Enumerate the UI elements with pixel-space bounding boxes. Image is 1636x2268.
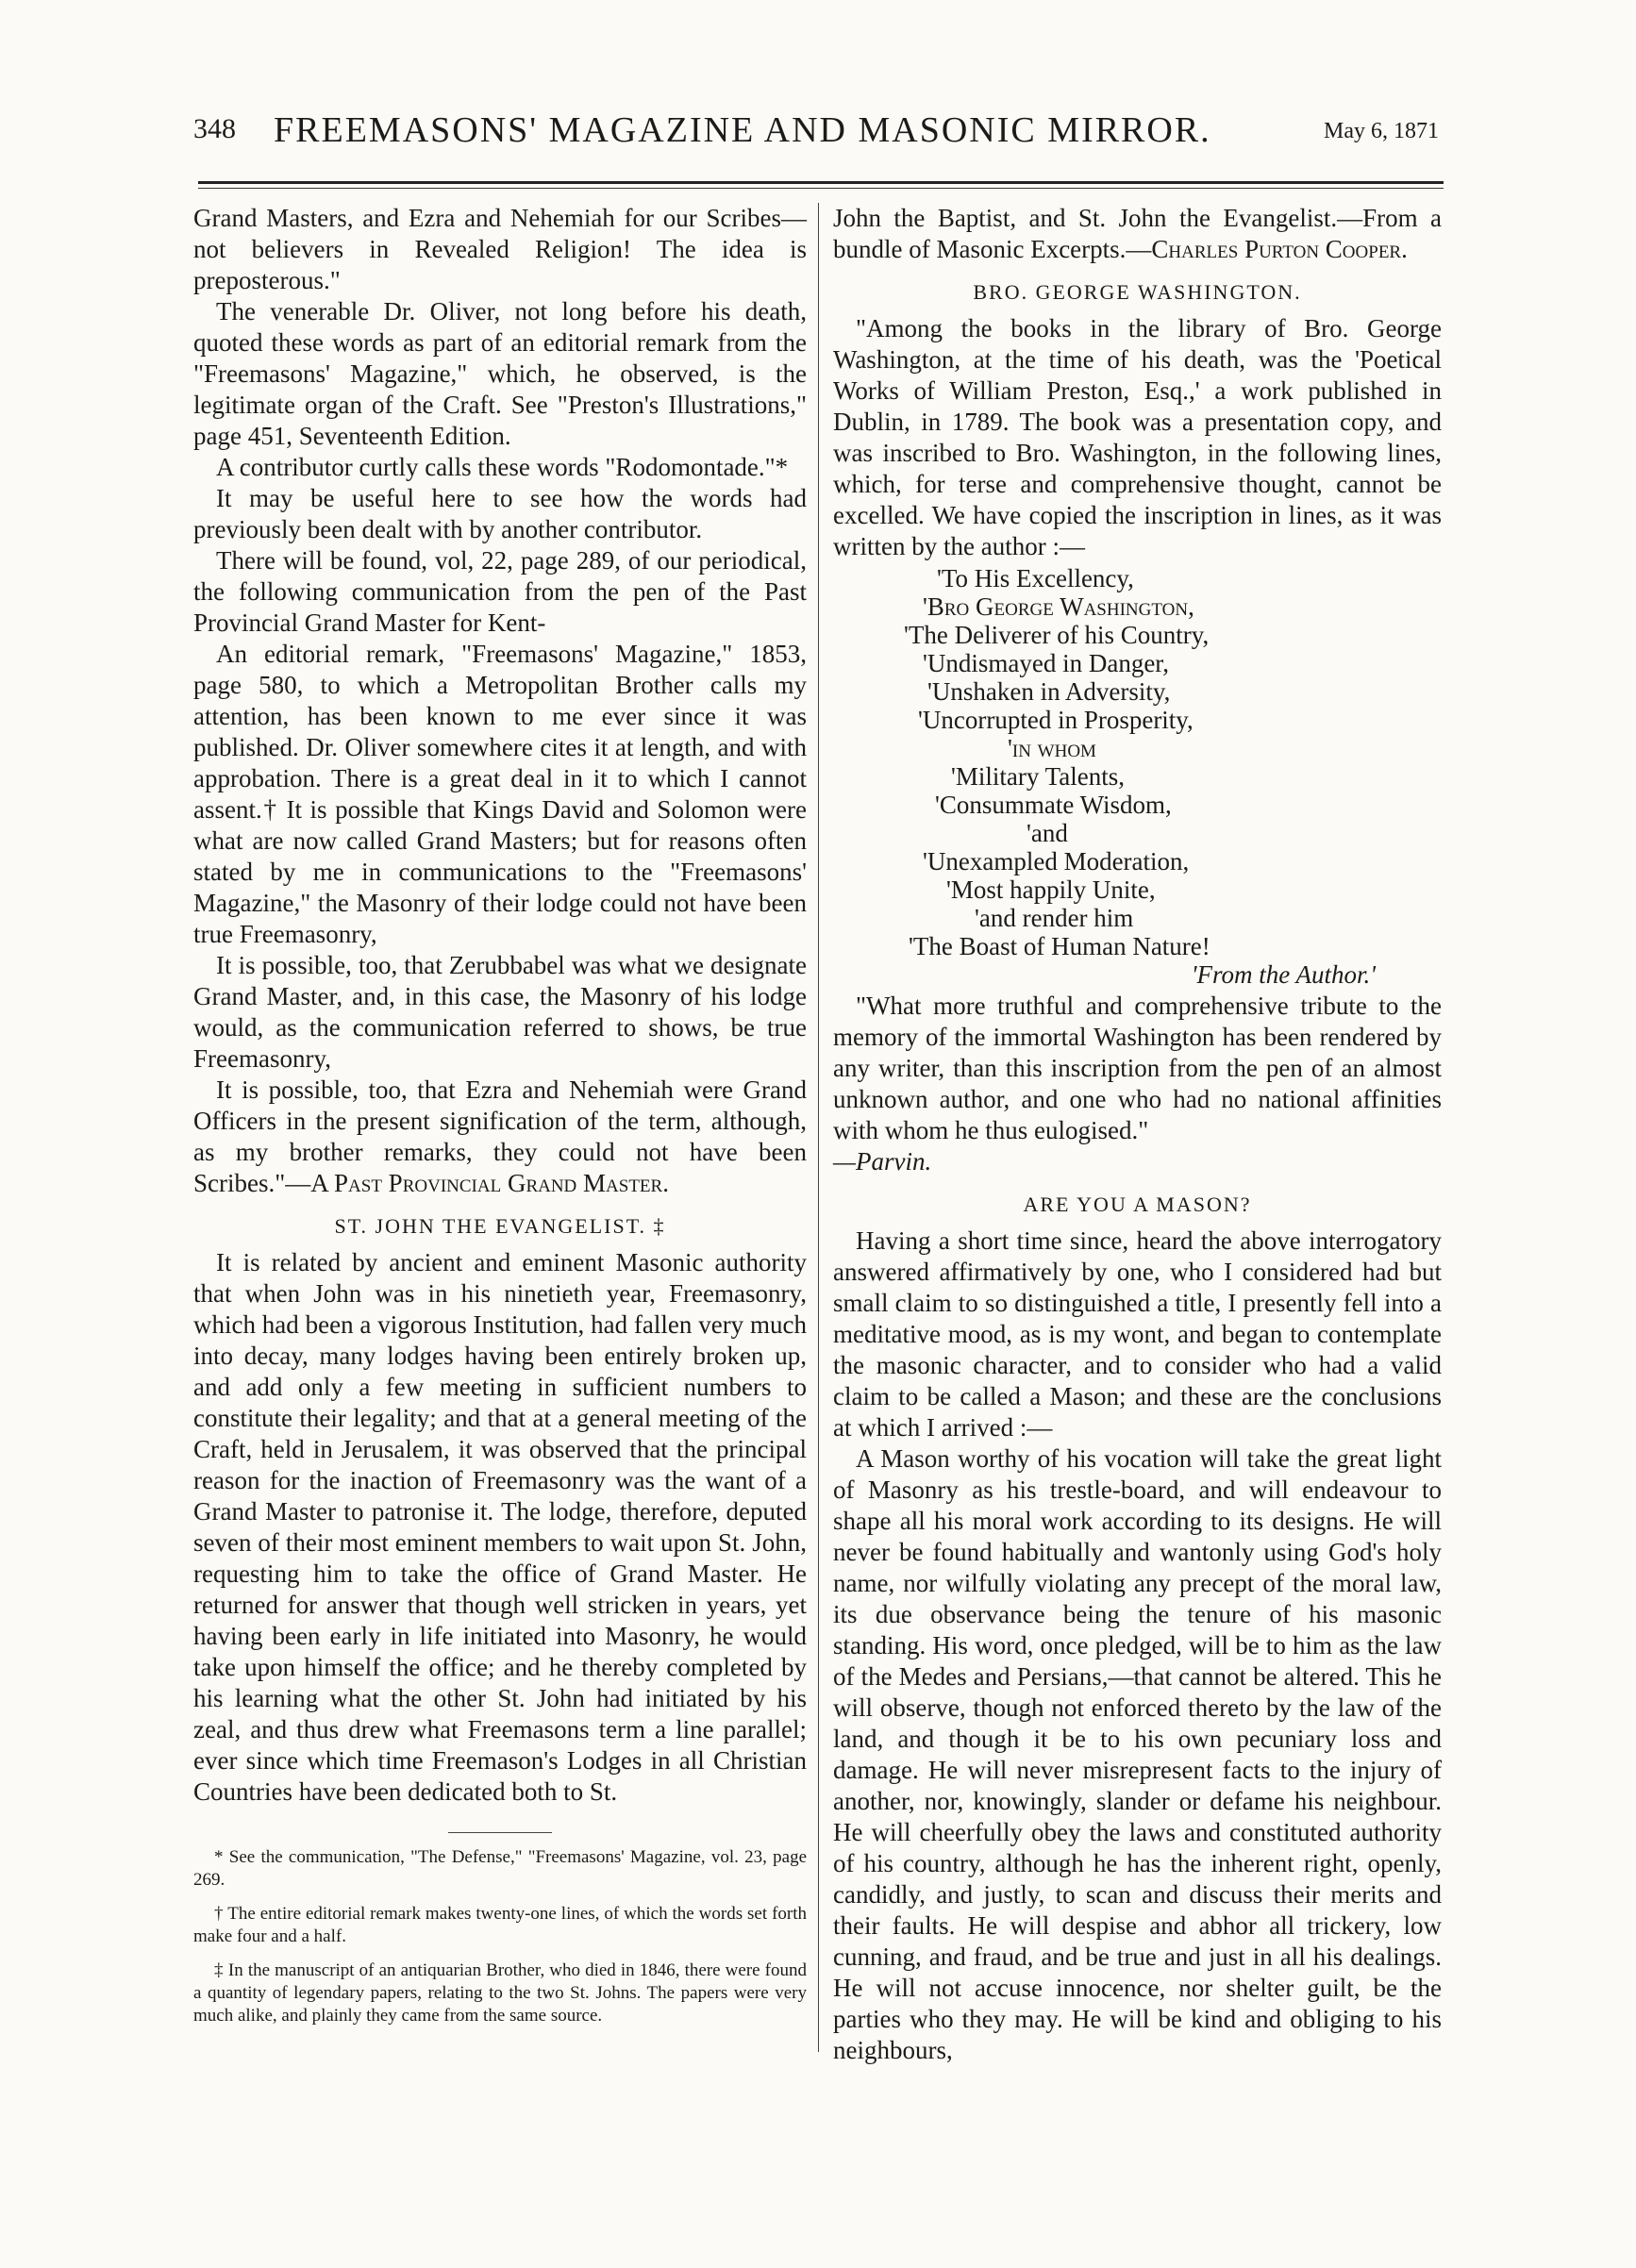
inscription	[833, 564, 1442, 989]
inscription-line: 'and render him	[975, 904, 1134, 932]
signature: A Past Provincial Grand Master.	[310, 1169, 669, 1197]
inscription-line: 'The Deliverer of his Country,	[904, 621, 1210, 649]
page-number: 348	[193, 113, 236, 144]
paragraph: It is related by ancient and eminent Masonic authority that when John was in his ninetieth year, Freemasonry, which had been a vigorous Institution, had fallen very much into decay, many lodges having been entirely broken up, and add only a few meeting in sufficient numbers to constitute their legality; and that at a general meeting of the Craft, held in Jerusalem, it was observed that the principal reason for the inaction of Freemasonry was the want of a Grand Master to patronise it. The lodge, therefore, deputed seven of their most eminent members to wait upon St. John, requesting him to take the office of Grand Master. He returned for answer that though well stricken in years, yet having been early in life initiated into Masonry, he would take upon himself the office; and he thereby completed by his learning what the other St. John had initiated by his zeal, and thus drew what Freemasons term a line parallel; ever since which time Freemason's Lodges in all Christian Countries have been dedicated both to St.	[193, 1248, 807, 1806]
paragraph: "What more truthful and comprehensive tribute to the memory of the immortal Washington has been rendered by any writer, than this inscription from the pen of an almost unknown author, and one who had no national affinities with whom he thus eulogised."	[833, 992, 1442, 1144]
paragraph: An editorial remark, "Freemasons' Magazine," 1853, page 580, to which a Metropolitan Brother calls my attention, has been known to me ever since it was published. Dr. Oliver somewhere cites it at length, and with approbation. There is a great deal in it to which I cannot assent.† It is possible that Kings David and Solomon were what are now called Grand Masters; but for reasons often stated by me in communications to the "Freemasons' Magazine," the Masonry of their lodge could not have been true Freemasonry,	[193, 640, 807, 948]
header-rule-thick	[198, 181, 1444, 184]
paragraph: It is possible, too, that Zerubbabel was what we designate Grand Master, and, in this case, the Masonry of his lodge would, as the communication referred to shows, be true Freemasonry,	[193, 951, 807, 1073]
inscription-line: 'The Boast of Human Nature!	[909, 932, 1210, 960]
inscription-line: 'Consummate Wisdom,	[935, 791, 1172, 819]
inscription-line: 'and	[1027, 819, 1068, 847]
right-column	[833, 203, 1442, 2066]
column-divider	[818, 203, 819, 2052]
paragraph-text: John the Baptist, and St. John the Evangelist.—From a bundle of Masonic Excerpts.—	[833, 204, 1442, 263]
page-header	[193, 110, 1439, 170]
footnote: † The entire editorial remark makes twenty-one lines, of which the words set forth make four and a half.	[193, 1904, 807, 1946]
running-head-title: FREEMASONS' MAGAZINE AND MASONIC MIRROR.	[274, 110, 1211, 150]
inscription-attribution: 'From the Author.'	[1191, 960, 1376, 989]
section-heading-washington: BRO. GEORGE WASHINGTON.	[973, 280, 1302, 304]
section-heading-st-john: ST. JOHN THE EVANGELIST. ‡	[334, 1214, 666, 1238]
section-heading-mason: ARE YOU A MASON?	[1023, 1192, 1252, 1216]
footnote: * See the communication, "The Defense," "Freemasons' Magazine, vol. 23, page 269.	[193, 1847, 807, 1890]
paragraph: There will be found, vol, 22, page 289, of our periodical, the following communication from the pen of the Past Provincial Grand Master for Kent-	[193, 546, 807, 637]
inscription-line: 'Military Talents,	[951, 762, 1125, 791]
paragraph: Having a short time since, heard the above interrogatory answered affirmatively by one, who I considered had but small claim to so distinguished a title, I presently fell into a meditative mood, as is my wont, and began to contemplate the masonic character, and to consider who had a valid claim to be called a Mason; and these are the conclusions at which I arrived :—	[833, 1226, 1442, 1442]
paragraph: "Among the books in the library of Bro. George Washington, at the time of his death, was the 'Poetical Works of William Preston, Esq.,' a work published in Dublin, in 1789. The book was a presentation copy, and was inscribed to Bro. Washington, in the following lines, which, for terse and comprehensive thought, cannot be excelled. We have copied the inscription in lines, as it was written by the author :—	[833, 314, 1442, 560]
inscription-line: 'in whom	[1008, 734, 1096, 762]
left-column	[193, 203, 807, 2039]
paragraph: It may be useful here to see how the words had previously been dealt with by another contributor.	[193, 484, 807, 543]
paragraph: A contributor curtly calls these words "Rodomontade."*	[216, 453, 789, 481]
paragraph-with-signature	[193, 1075, 807, 1199]
inscription-line: 'Unexampled Moderation,	[923, 847, 1190, 876]
header-rule-thin	[198, 188, 1444, 189]
paragraph: Grand Masters, and Ezra and Nehemiah for our Scribes—not believers in Revealed Religion! The idea is preposterous."	[193, 204, 807, 294]
inscription-line: 'To His Excellency,	[937, 564, 1134, 592]
signature: —Parvin.	[833, 1147, 932, 1176]
signature: Charles Purton Cooper.	[1151, 235, 1408, 263]
inscription-line: 'Bro George Washington,	[923, 592, 1194, 621]
paragraph: The venerable Dr. Oliver, not long before his death, quoted these words as part of an editorial remark from the "Freemasons' Magazine," which, he observed, is the legitimate organ of the Craft. See "Preston's Illustrations," page 451, Seventeenth Edition.	[193, 297, 807, 450]
footnote: ‡ In the manuscript of an antiquarian Brother, who died in 1846, there were found a quantity of legendary papers, relating to the two St. Johns. The papers were very much alike, and plainly they came from the same source.	[193, 1960, 807, 2026]
paragraph-text: It is possible, too, that Ezra and Nehemiah were Grand Officers in the present signification of the term, although, as my brother remarks, they could not have been Scribes."—	[193, 1076, 807, 1197]
inscription-line: 'Undismayed in Danger,	[923, 649, 1169, 677]
footnote-divider	[448, 1832, 552, 1833]
issue-date: May 6, 1871	[1324, 119, 1439, 143]
inscription-line: 'Uncorrupted in Prosperity,	[918, 706, 1194, 734]
paragraph: A Mason worthy of his vocation will take the great light of Masonry as his trestle-board, and will endeavour to shape all his moral work according to its designs. He will never be found habitually and wantonly using God's holy name, nor wilfully violating any precept of the moral law, its due observance being the tenure of his masonic standing. His word, once pledged, will be to him as the law of the Medes and Persians,—that cannot be altered. This he will observe, though not enforced thereto by the law of the land, and though it be to his own pecuniary loss and damage. He will never misrepresent facts to the injury of another, nor, knowingly, slander or defame his neighbour. He will cheerfully obey the laws and constituted authority of his country, although he has the inherent right, openly, candidly, and justly, to scan and discuss their merits and their faults. He will despise and abhor all trickery, low cunning, and fraud, and be true and just in all his dealings. He will not accuse innocence, nor shelter guilt, be the parties who they may. He will be kind and obliging to his neighbours,	[833, 1444, 1442, 2064]
inscription-line: 'Unshaken in Adversity,	[927, 677, 1171, 706]
paragraph-with-signature	[833, 203, 1442, 265]
inscription-line: 'Most happily Unite,	[946, 876, 1156, 904]
